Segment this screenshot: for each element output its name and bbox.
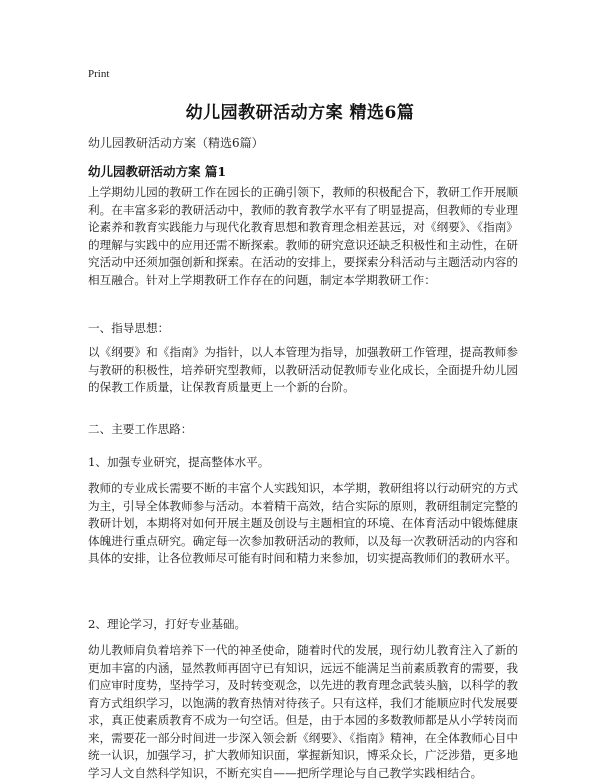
paragraph-theory-study: 幼儿教师肩负着培养下一代的神圣使命，随着时代的发展，现行幼儿教育注入了新的更加丰富的内涵，显然教师再固守已有知识，远远不能满足当前素质教育的需要，我们应审时度势，坚持学习，及时转变观念，以先进的教育理念武装头脑，以科学的教育方式组织学习，以饱满的教育热情对待孩子。只有这样，我们才能顺应时代发展要求，真正使素质教育不成为一句空话。但是，由于本园的多数教师都是从小学转岗而来，需要花一部分时间进一步深入领会新《纲要》、《指南》精神，在全体教师心目中统一认识，加强学习，扩大教师知识面，掌握新知识，博采众长，广泛涉猎，更多地学习人文自然科学知识，不断充实自——把所学理论与自己教学实践相结合。 <box>88 643 518 780</box>
document-title: 幼儿园教研活动方案 精选6篇 <box>185 103 415 123</box>
heading-item-1: 1、加强专业研究，提高整体水平。 <box>88 455 270 469</box>
heading-item-2: 2、理论学习，打好专业基础。 <box>88 617 247 631</box>
document-subtitle: 幼儿园教研活动方案（精选6篇） <box>88 136 264 150</box>
heading-main-ideas: 二、主要工作思路： <box>88 422 193 436</box>
heading-guiding-thought: 一、指导思想： <box>88 321 170 335</box>
paragraph-professional-research: 教师的专业成长需要不断的丰富个人实践知识，本学期，教研组将以行动研究的方式为主，引导全体教师参与活动。本着精干高效，结合实际的原则，教研组制定完整的教研计划，本期将对如何开展主题及创设与主题相宜的环境、在体育活动中锻炼健康体魄进行重点研究。确定每一次参加教研活动的教师，以及每一次教研活动的内容和具体的安排，让各位教师尽可能有时间和精力来参加，切实提高教师们的教研水平。 <box>88 481 518 565</box>
paragraph-intro: 上学期幼儿园的教研工作在园长的正确引领下，教师的积极配合下，教研工作开展顺利。在丰富多彩的教研活动中，教师的教育教学水平有了明显提高，但教师的专业理论素养和教育实践能力与现代化教育思想和教育理念相差甚远，对《纲要》、《指南》的理解与实践中的应用还需不断探索。教师的研究意识还缺乏积极性和主动性，在研究活动中还须加强创新和探索。在活动的安排上，要探索分科活动与主题活动内容的相互融合。针对上学期教研工作存在的问题，制定本学期教研工作： <box>88 185 518 287</box>
print-link[interactable]: Print <box>88 68 110 80</box>
section-heading: 幼儿园教研活动方案 篇1 <box>88 164 227 179</box>
paragraph-guiding-thought: 以《纲要》和《指南》为指针，以人本管理为指导，加强教研工作管理，提高教师参与教研的积极性，培养研究型教师，以教研活动促教师专业化成长，全面提升幼儿园的保教工作质量，让保教育质量更上一个新的台阶。 <box>88 345 518 394</box>
